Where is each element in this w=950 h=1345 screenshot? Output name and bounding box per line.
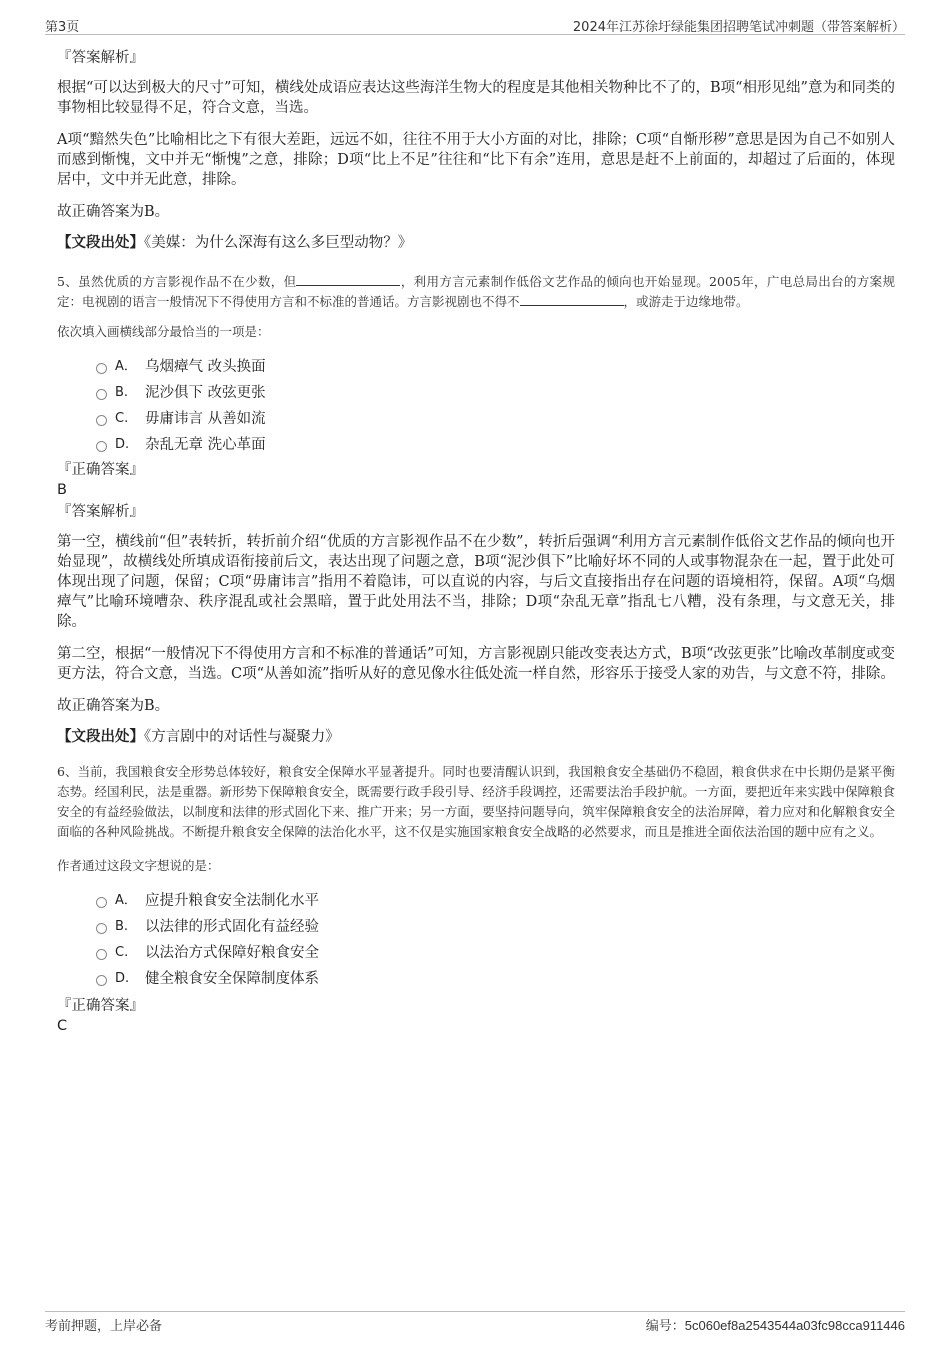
option-b[interactable] (57, 914, 895, 940)
option-a[interactable] (57, 888, 895, 914)
answer-analysis-block-q4 (57, 46, 895, 254)
option-list (57, 888, 895, 992)
question-text: 6、当前，我国粮食安全形势总体较好，粮食安全保障水平显著提升。同时也要清醒认识到，我国粮食安全基础仍不稳固，粮食供求在中长期仍是紧平衡态势。经国利民，法是重器。新形势下保障粮食安全，既需要行政手段引导、经济手段调控，还需要法治手段护航。一方面，要把近年来实践中保障粮食安全的有益经验做法，以制度和法律的形式固化下来、推广开来；另一方面，要坚持问题导向，筑牢保障粮食安全的法治屏障，着力应对和化解粮食安全面临的各种风险挑战。不断提升粮食安全保障的法治化水平，这不仅是实施国家粮食安全战略的必然要求，而且是推进全面依法治国的题中应有之义。 (57, 764, 895, 839)
option-text: 以法治方式保障好粮食安全 (145, 945, 319, 961)
option-letter: D. (115, 437, 130, 452)
analysis-label: 『答案解析』 (57, 504, 144, 520)
option-text: 以法律的形式固化有益经验 (145, 919, 319, 935)
source-citation (57, 726, 895, 748)
source-citation (57, 232, 895, 254)
conclusion: 故正确答案为B。 (57, 698, 170, 714)
radio-button[interactable] (96, 441, 107, 452)
analysis-paragraph: 第一空，横线前“但”表转折，转折前介绍“优质的方言影视作品不在少数”，转折后强调“利用方言元素制作低俗文艺作品的倾向也开始显现”，故横线处所填成语衔接前后文，表达出现了问题之意，B项“泥沙俱下”比喻好坏不同的人或事物混杂在一起，置于此处可体现出现了问题，保留；C项“毋庸讳言”指用不着隐讳，可以直说的内容，与后文直接指出存在问题的语境相符，保留。A项“乌烟瘴气”比喻环境嘈杂、秩序混乱或社会黑暗，置于此处用法不当，排除；D项“杂乱无章”指乱七八糟，没有条理，与文意无关，排除。 (57, 534, 895, 630)
analysis-label: 『答案解析』 (57, 50, 144, 66)
analysis-paragraph: 第二空，根据“一般情况下不得使用方言和不标准的普通话”可知，方言影视剧只能改变表达方式，B项“改弦更张”比喻改革制度或变更方法，符合文意，当选。C项“从善如流”指听从好的意见像水往低处流一样自然，形容乐于接受人家的劝告，与文意不符，排除。 (57, 646, 895, 682)
option-letter: A． (115, 359, 137, 374)
document-code (646, 1315, 905, 1334)
radio-button[interactable] (96, 975, 107, 986)
radio-button[interactable] (96, 363, 107, 374)
correct-answer: B (57, 482, 67, 498)
question-6 (57, 762, 895, 1036)
radio-button[interactable] (96, 415, 107, 426)
code-value: 5c060ef8a2543544a03fc98cca911446 (684, 1318, 905, 1333)
question-text-part: 5、虽然优质的方言影视作品不在少数，但 (57, 274, 297, 289)
page-content (57, 46, 895, 1036)
option-text: 乌烟瘴气 改头换面 (145, 359, 266, 375)
option-text: 泥沙俱下 改弦更张 (145, 385, 266, 401)
radio-button[interactable] (96, 389, 107, 400)
option-letter: B. (115, 385, 129, 400)
correct-answer-label: 『正确答案』 (57, 462, 144, 478)
option-letter: D. (115, 971, 130, 986)
option-text: 毋庸讳言 从善如流 (145, 411, 266, 427)
question-prompt: 作者通过这段文字想说的是： (57, 858, 220, 873)
option-a[interactable] (57, 354, 895, 380)
option-letter: C. (115, 945, 129, 960)
option-text: 杂乱无章 洗心革面 (145, 437, 266, 453)
option-letter: A． (115, 893, 137, 908)
option-letter: C. (115, 411, 129, 426)
correct-answer-label: 『正确答案』 (57, 998, 144, 1014)
option-list (57, 354, 895, 458)
analysis-paragraph: A项“黯然失色”比喻相比之下有很大差距，远远不如，往往不用于大小方面的对比，排除；C项“自惭形秽”意思是因为自己不如别人而感到惭愧，文中并无“惭愧”之意，排除；D项“比上不足”往往和“比下有余”连用，意思是赶不上前面的，却超过了后面的，体现居中，文中并无此意，排除。 (57, 132, 895, 188)
fill-blank (520, 293, 624, 306)
option-d[interactable] (57, 966, 895, 992)
question-text (57, 272, 895, 312)
radio-button[interactable] (96, 923, 107, 934)
source-label: 【文段出处】 (57, 234, 144, 251)
question-text-part: ，或游走于边缘地带。 (623, 294, 749, 309)
analysis-paragraph: 根据“可以达到极大的尺寸”可知，横线处成语应表达这些海洋生物大的程度是其他相关物种比不了的，B项“相形见绌”意为和同类的事物相比较显得不足，符合文意，当选。 (57, 80, 895, 116)
page-footer (45, 1311, 905, 1332)
question-text-part: ，利用方言元素制作低俗文艺作品的倾向也开始显现。2005年，广电总局出台的方案规定：电视剧的语言一般情况下不得使用方言和不标准的普通话。方言影视剧也不得不 (57, 274, 895, 309)
page-header (45, 14, 905, 35)
conclusion: 故正确答案为B。 (57, 204, 170, 220)
question-prompt: 依次填入画横线部分最恰当的一项是： (57, 324, 270, 339)
option-text: 应提升粮食安全法制化水平 (145, 893, 319, 909)
option-b[interactable] (57, 380, 895, 406)
correct-answer: C (57, 1018, 68, 1034)
radio-button[interactable] (96, 949, 107, 960)
document-title: 2024年江苏徐圩绿能集团招聘笔试冲刺题（带答案解析） (572, 20, 905, 35)
question-5 (57, 272, 895, 748)
radio-button[interactable] (96, 897, 107, 908)
option-c[interactable] (57, 940, 895, 966)
source-title: 《方言剧中的对话性与凝聚力》 (144, 729, 340, 745)
source-title: 《美媒：为什么深海有这么多巨型动物？》 (144, 235, 413, 251)
fill-blank (296, 273, 400, 286)
footer-slogan: 考前押题，上岸必备 (45, 1319, 163, 1334)
option-d[interactable] (57, 432, 895, 458)
source-label: 【文段出处】 (57, 728, 144, 745)
option-c[interactable] (57, 406, 895, 432)
page-number: 第3页 (45, 20, 80, 35)
option-letter: B. (115, 919, 129, 934)
option-text: 健全粮食安全保障制度体系 (145, 971, 319, 987)
code-label: 编号： (645, 1319, 685, 1334)
